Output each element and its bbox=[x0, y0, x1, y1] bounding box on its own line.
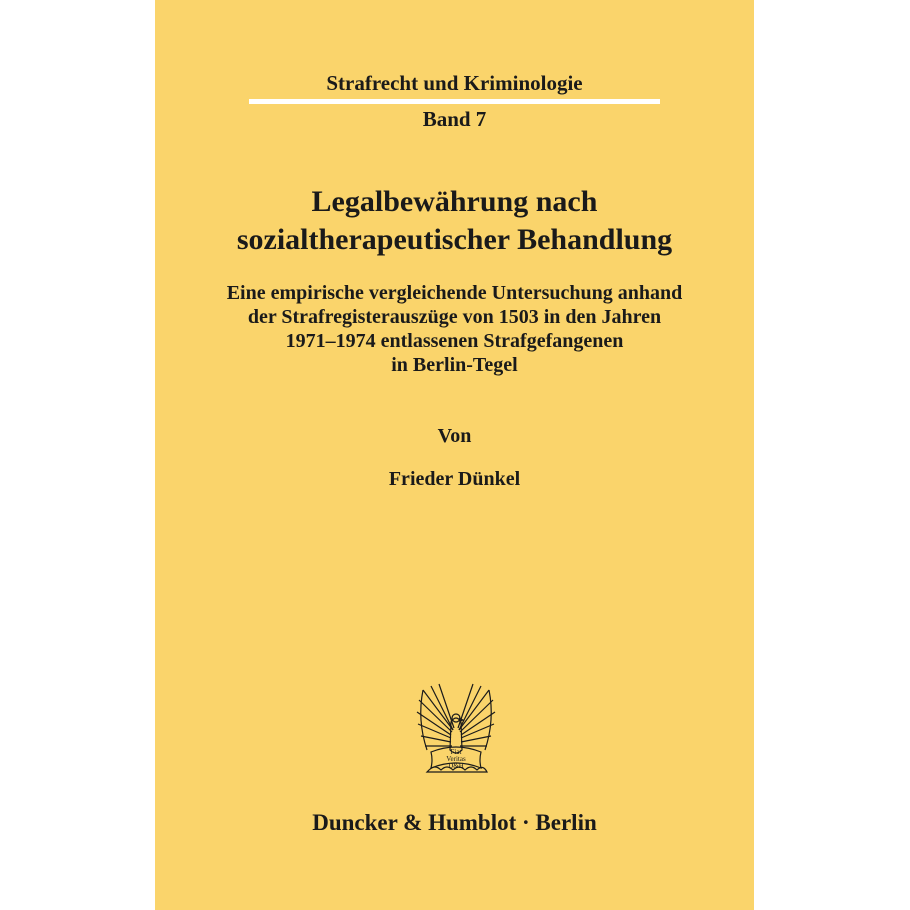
subtitle-line: der Strafregisterauszüge von 1503 in den Jahren bbox=[247, 306, 662, 328]
subtitle-line: Eine empirische vergleichende Untersuchung anhand bbox=[226, 282, 683, 304]
title-line: sozialtherapeutischer Behandlung bbox=[236, 223, 673, 256]
by-label: Von bbox=[437, 425, 472, 447]
series-title: Strafrecht und Kriminologie bbox=[326, 71, 583, 95]
book-cover bbox=[155, 0, 754, 910]
title-line: Legalbewährung nach bbox=[311, 185, 598, 218]
author-name: Frieder Dünkel bbox=[388, 468, 521, 490]
book-title bbox=[155, 183, 754, 259]
publisher-name: Duncker & Humblot · Berlin bbox=[312, 810, 597, 835]
logo-monogram: D&H bbox=[448, 762, 464, 770]
eagle-logo-icon bbox=[415, 680, 497, 778]
logo-motto-1: Fiat bbox=[450, 748, 462, 756]
divider-rule bbox=[249, 99, 660, 104]
volume-number: Band 7 bbox=[422, 107, 487, 131]
logo-motto-2: Veritas bbox=[446, 755, 466, 763]
subtitle-line: 1971–1974 entlassenen Strafgefangenen bbox=[285, 330, 624, 352]
subtitle-line: in Berlin-Tegel bbox=[391, 354, 518, 376]
book-subtitle bbox=[155, 281, 754, 377]
